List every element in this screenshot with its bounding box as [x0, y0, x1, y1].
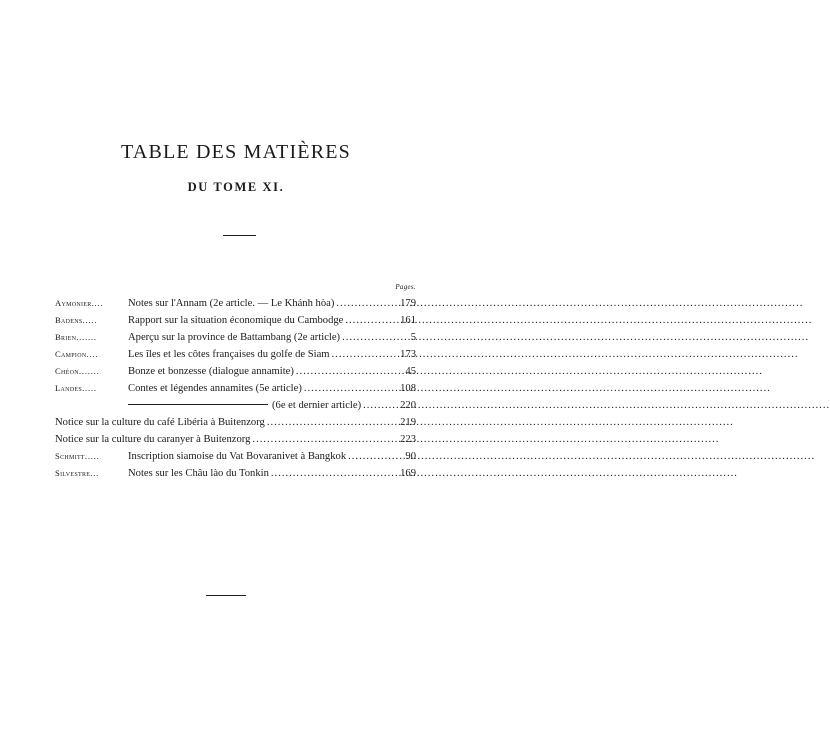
dot-leader	[361, 397, 394, 414]
author-dots: .......	[78, 366, 100, 376]
dot-leader	[330, 346, 394, 363]
toc-entry	[55, 363, 416, 380]
page-number: 219	[400, 417, 416, 428]
page-number: 90	[405, 451, 416, 462]
pages-column-header: Pages.	[395, 283, 416, 291]
volume-subtitle: DU TOME XI.	[187, 180, 285, 194]
author-dots: .......	[76, 332, 97, 342]
toc-entry	[55, 346, 416, 363]
dot-leader	[250, 431, 394, 448]
toc-entry	[55, 414, 416, 431]
title-text: (6e et dernier article)	[272, 400, 362, 411]
author-name: Chéon	[55, 366, 79, 376]
page-number: 173	[400, 349, 416, 360]
toc-title	[55, 431, 394, 448]
page-number: 179	[400, 298, 416, 309]
dot-leader	[343, 312, 394, 329]
toc-author	[55, 465, 128, 482]
dot-leader	[269, 465, 394, 482]
page-number: 220	[400, 400, 416, 411]
author-dots: ....	[86, 349, 99, 359]
author-name: Schmitt	[55, 451, 85, 461]
toc-title	[128, 295, 394, 312]
toc-title	[128, 397, 394, 414]
author-name: Landes	[55, 383, 83, 393]
title-text: Bonze et bonzesse (dialogue annamite)	[128, 366, 294, 377]
page-number: 108	[400, 383, 416, 394]
title-text: Notice sur la culture du café Libéria à Buitenzorg	[55, 417, 265, 428]
toc-title	[128, 363, 394, 380]
author-dots: ...	[90, 468, 100, 478]
author-name: Brien	[55, 332, 77, 342]
dot-leader	[334, 295, 394, 312]
page-number: 5	[410, 332, 416, 343]
title-text: Inscription siamoise du Vat Bovaranivet à Bangkok	[128, 451, 347, 462]
toc-author	[55, 329, 128, 346]
table-of-contents	[55, 295, 416, 482]
author-name: Badens	[55, 315, 83, 325]
toc-title	[128, 448, 394, 465]
author-name: Aymonier	[55, 298, 92, 308]
title-text: Notes sur l'Annam (2e article. — Le Khánh hòa)	[128, 298, 335, 309]
author-name: Campion	[55, 349, 87, 359]
dot-leader	[302, 380, 394, 397]
title-text: Notice sur la culture du caranyer à Buitenzorg	[55, 434, 251, 445]
author-dots: .....	[84, 451, 100, 461]
dot-leader	[265, 414, 394, 431]
toc-title	[128, 312, 394, 329]
toc-entry	[55, 431, 416, 448]
ditto-rule	[128, 404, 268, 405]
toc-entry	[55, 465, 416, 482]
toc-author	[55, 346, 128, 363]
toc-title	[128, 329, 394, 346]
author-name: Silvestre	[55, 468, 91, 478]
author-dots: ....	[91, 298, 104, 308]
toc-author	[55, 312, 128, 329]
toc-author	[55, 363, 128, 380]
title-text: Les îles et les côtes françaises du golfe de Siam	[128, 349, 330, 360]
toc-entry	[55, 295, 416, 312]
toc-title	[128, 380, 394, 397]
page-number: 45	[405, 366, 416, 377]
dot-leader	[346, 448, 394, 465]
toc-entry	[55, 448, 416, 465]
toc-entry	[55, 380, 416, 397]
toc-entry	[55, 329, 416, 346]
title-divider	[223, 235, 256, 236]
toc-entry-continuation	[55, 397, 416, 414]
author-dots: .....	[82, 383, 97, 393]
title-text: Notes sur les Châu lào du Tonkin	[128, 468, 269, 479]
toc-author	[55, 448, 128, 465]
page-number: 169	[400, 468, 416, 479]
toc-author	[55, 295, 128, 312]
author-dots: .....	[82, 315, 98, 325]
toc-title	[128, 465, 394, 482]
title-text: Rapport sur la situation économique du Cambodge	[128, 315, 344, 326]
toc-title	[55, 414, 394, 431]
title-text: Aperçu sur la province de Battambang (2e article)	[128, 332, 341, 343]
dot-leader	[340, 329, 394, 346]
page-number: 161	[400, 315, 416, 326]
toc-entry	[55, 312, 416, 329]
toc-author	[55, 380, 128, 397]
toc-title	[128, 346, 394, 363]
dot-leader	[294, 363, 394, 380]
end-divider	[206, 595, 246, 596]
page-number: 223	[400, 434, 416, 445]
title-text: Contes et légendes annamites (5e article)	[128, 383, 302, 394]
page-title: TABLE DES MATIÈRES	[121, 141, 351, 163]
